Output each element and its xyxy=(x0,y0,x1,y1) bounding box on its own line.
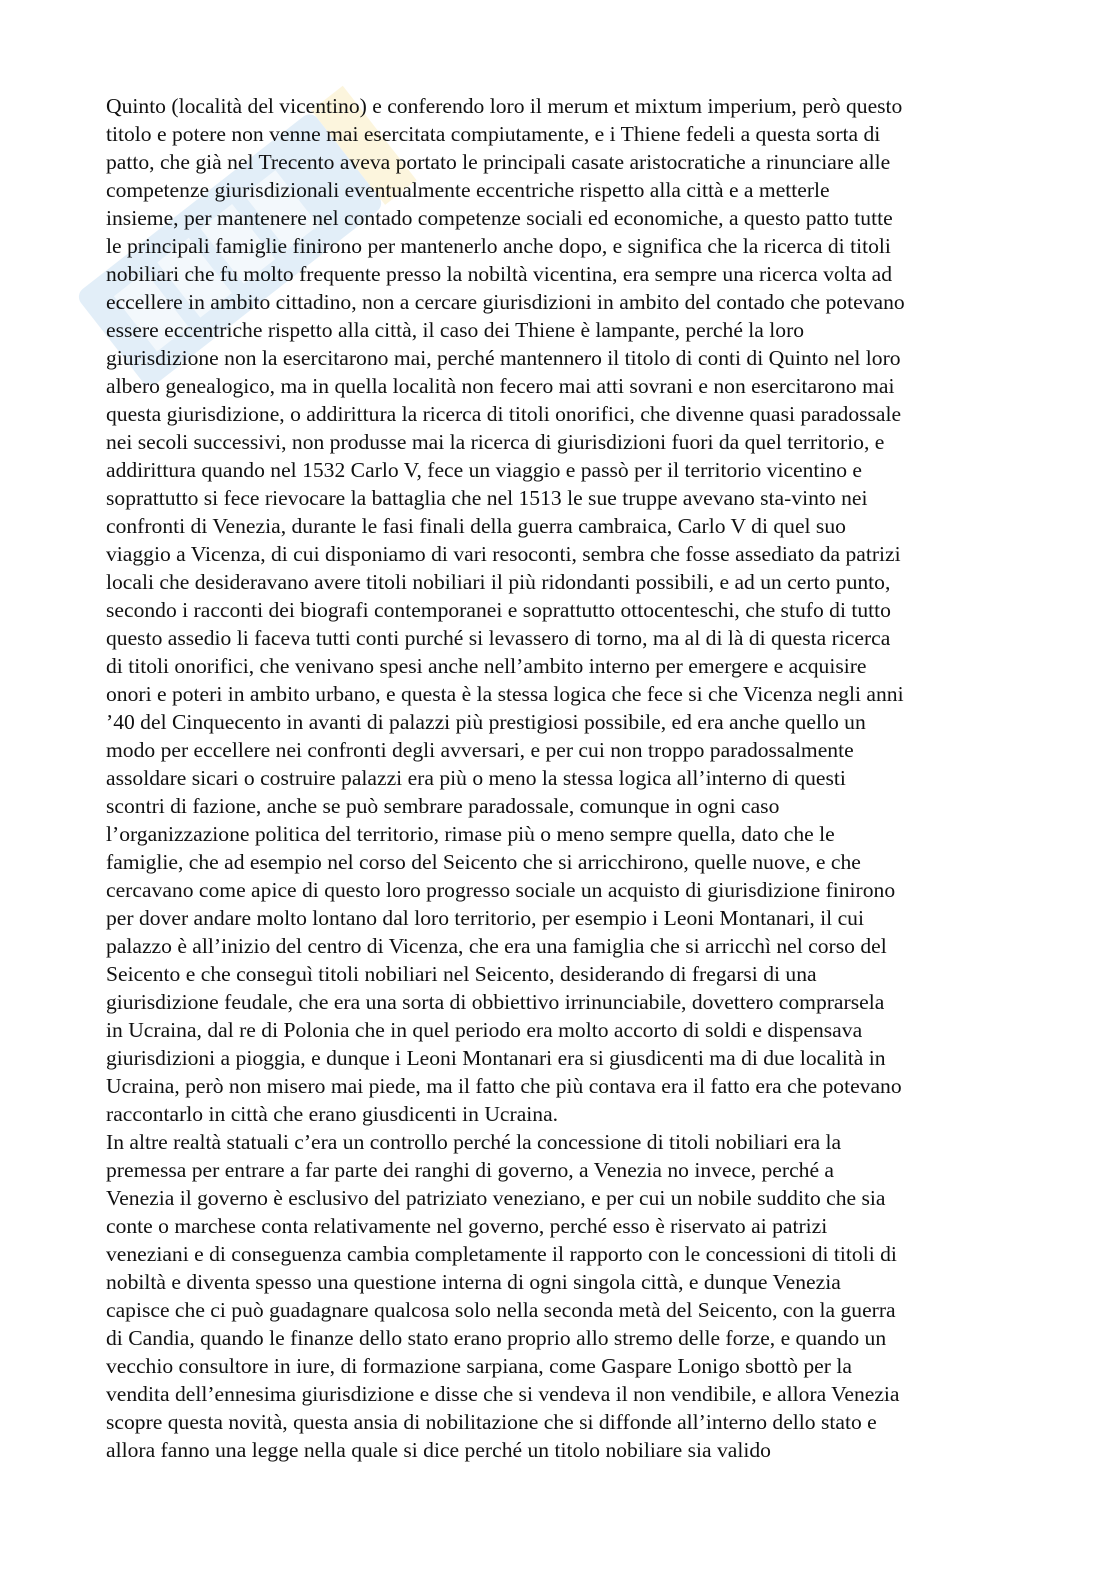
document-body xyxy=(106,92,1016,1464)
text-line: Quinto (località del vicentino) e conferendo loro il merum et mixtum imperium, però questo xyxy=(106,94,903,118)
text-line: insieme, per mantenere nel contado competenze sociali ed economiche, a questo patto tutte xyxy=(106,206,893,230)
text-line: nobiltà e diventa spesso una questione interna di ogni singola città, e dunque Venezia xyxy=(106,1270,841,1294)
text-line: allora fanno una legge nella quale si dice perché un titolo nobiliare sia valido xyxy=(106,1438,771,1462)
text-line: secondo i racconti dei biografi contemporanei e soprattutto ottocenteschi, che stufo di tutto xyxy=(106,598,891,622)
text-line: questa giurisdizione, o addirittura la ricerca di titoli onorifici, che divenne quasi paradossale xyxy=(106,402,902,426)
text-line: confronti di Venezia, durante le fasi finali della guerra cambraica, Carlo V di quel suo xyxy=(106,514,846,538)
text-line: giurisdizione non la esercitarono mai, perché mantennero il titolo di conti di Quinto nel loro xyxy=(106,346,901,370)
text-line: questo assedio li faceva tutti conti purché si levassero di torno, ma al di là di questa ricerca xyxy=(106,626,891,650)
text-line: per dover andare molto lontano dal loro territorio, per esempio i Leoni Montanari, il cui xyxy=(106,906,864,930)
text-line: famiglie, che ad esempio nel corso del Seicento che si arricchirono, quelle nuove, e che xyxy=(106,850,861,874)
text-line: nei secoli successivi, non produsse mai la ricerca di giurisdizioni fuori da quel territorio, e xyxy=(106,430,885,454)
text-line: In altre realtà statuali c’era un controllo perché la concessione di titoli nobiliari era la xyxy=(106,1130,842,1154)
text-line: raccontarlo in città che erano giusdicenti in Ucraina. xyxy=(106,1102,559,1126)
text-line: competenze giurisdizionali eventualmente eccentriche rispetto alla città e a metterle xyxy=(106,178,830,202)
text-line: cercavano come apice di questo loro progresso sociale un acquisto di giurisdizione finirono xyxy=(106,878,896,902)
text-line: Venezia il governo è esclusivo del patriziato veneziano, e per cui un nobile suddito che sia xyxy=(106,1186,886,1210)
text-line: Seicento e che conseguì titoli nobiliari nel Seicento, desiderando di fregarsi di una xyxy=(106,962,817,986)
text-line: giurisdizioni a pioggia, e dunque i Leoni Montanari era si giusdicenti ma di due località in xyxy=(106,1046,886,1070)
text-line: capisce che ci può guadagnare qualcosa solo nella seconda metà del Seicento, con la guerra xyxy=(106,1298,896,1322)
text-line: soprattutto si fece rievocare la battaglia che nel 1513 le sue truppe avevano sta-vinto nei xyxy=(106,486,868,510)
text-line: locali che desideravano avere titoli nobiliari il più ridondanti possibili, e ad un certo punto, xyxy=(106,570,891,594)
text-line: scontri di fazione, anche se può sembrare paradossale, comunque in ogni caso xyxy=(106,794,780,818)
text-line: veneziani e di conseguenza cambia completamente il rapporto con le concessioni di titoli di xyxy=(106,1242,897,1266)
text-line: viaggio a Vicenza, di cui disponiamo di vari resoconti, sembra che fosse assediato da patrizi xyxy=(106,542,901,566)
text-line: Ucraina, però non misero mai piede, ma il fatto che più contava era il fatto era che potevano xyxy=(106,1074,902,1098)
text-line: titolo e potere non venne mai esercitata compiutamente, e i Thiene fedeli a questa sorta di xyxy=(106,122,881,146)
text-line: modo per eccellere nei confronti degli avversari, e per cui non troppo paradossalmente xyxy=(106,738,854,762)
text-line: patto, che già nel Trecento aveva portato le principali casate aristocratiche a rinunciare alle xyxy=(106,150,891,174)
text-line: di titoli onorifici, che venivano spesi anche nell’ambito interno per emergere e acquisire xyxy=(106,654,867,678)
text-line: conte o marchese conta relativamente nel governo, perché esso è riservato ai patrizi xyxy=(106,1214,828,1238)
text-line: assoldare sicari o costruire palazzi era più o meno la stessa logica all’interno di questi xyxy=(106,766,846,790)
text-line: palazzo è all’inizio del centro di Vicenza, che era una famiglia che si arricchì nel corso del xyxy=(106,934,887,958)
text-line: essere eccentriche rispetto alla città, il caso dei Thiene è lampante, perché la loro xyxy=(106,318,805,342)
text-line: in Ucraina, dal re di Polonia che in quel periodo era molto accorto di soldi e dispensava xyxy=(106,1018,863,1042)
text-line: vecchio consultore in iure, di formazione sarpiana, come Gaspare Lonigo sbottò per la xyxy=(106,1354,852,1378)
text-line: scopre questa novità, questa ansia di nobilitazione che si diffonde all’interno dello stato e xyxy=(106,1410,877,1434)
text-line: premessa per entrare a far parte dei ranghi di governo, a Venezia no invece, perché a xyxy=(106,1158,835,1182)
text-line: giurisdizione feudale, che era una sorta di obbiettivo irrinunciabile, dovettero comprarsela xyxy=(106,990,885,1014)
text-line: le principali famiglie finirono per mantenerlo anche dopo, e significa che la ricerca di titoli xyxy=(106,234,891,258)
text-line: nobiliari che fu molto frequente presso la nobiltà vicentina, era sempre una ricerca volta ad xyxy=(106,262,893,286)
text-line: l’organizzazione politica del territorio, rimase più o meno sempre quella, dato che le xyxy=(106,822,835,846)
text-line: addirittura quando nel 1532 Carlo V, fece un viaggio e passò per il territorio vicentino e xyxy=(106,458,862,482)
text-line: eccellere in ambito cittadino, non a cercare giurisdizioni in ambito del contado che potevano xyxy=(106,290,905,314)
text-line: ’40 del Cinquecento in avanti di palazzi più prestigiosi possibile, ed era anche quello un xyxy=(106,710,866,734)
text-line: vendita dell’ennesima giurisdizione e disse che si vendeva il non vendibile, e allora Venezia xyxy=(106,1382,900,1406)
text-line: di Candia, quando le finanze dello stato erano proprio allo stremo delle forze, e quando un xyxy=(106,1326,887,1350)
text-line: onori e poteri in ambito urbano, e questa è la stessa logica che fece si che Vicenza negli anni xyxy=(106,682,904,706)
text-line: albero genealogico, ma in quella località non fecero mai atti sovrani e non esercitarono mai xyxy=(106,374,895,398)
